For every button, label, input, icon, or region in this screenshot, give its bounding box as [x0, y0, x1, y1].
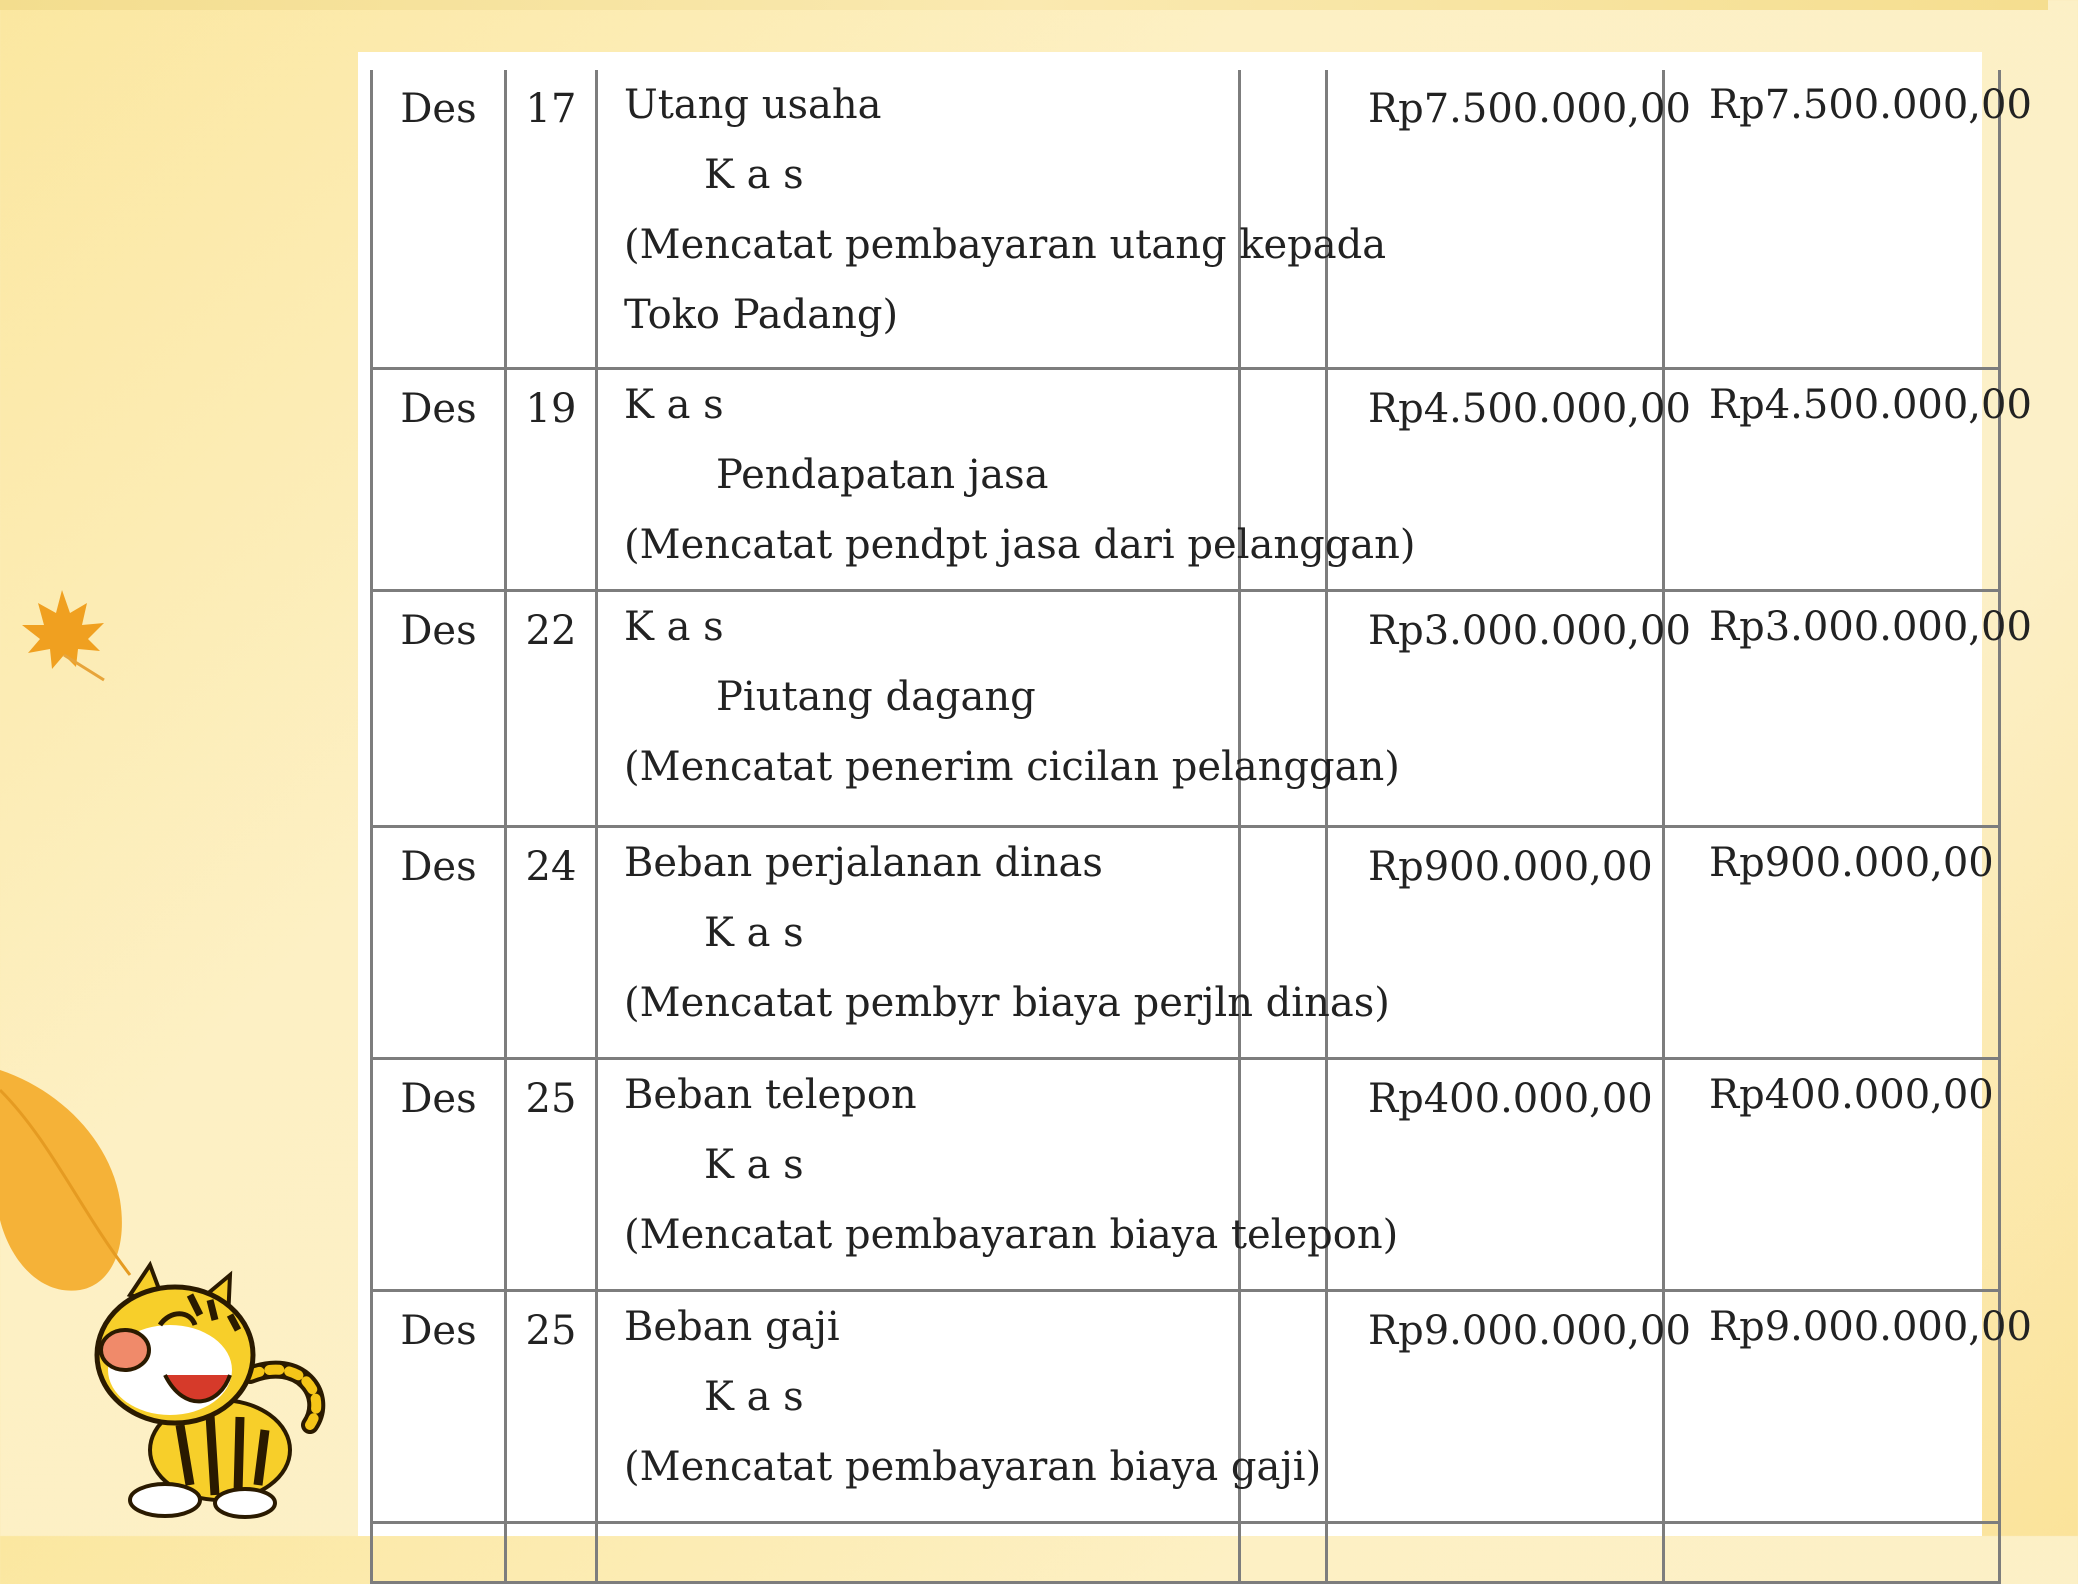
- credit-currency: Rp: [1709, 603, 1765, 650]
- journal-sheet: [358, 52, 2032, 1536]
- debit-currency: Rp: [1368, 607, 1424, 654]
- credit-account: Piutang dagang: [716, 673, 1036, 720]
- debit-cell: [1327, 590, 1691, 826]
- credit-cell: [1664, 70, 2032, 368]
- table-row: [372, 826, 2000, 1058]
- month-cell: Des: [372, 368, 506, 590]
- empty-cell: [372, 1522, 506, 1582]
- debit-account: Beban perjalanan dinas: [624, 839, 1103, 886]
- credit-amount: 400.000,00: [1764, 1071, 1994, 1118]
- credit-currency: Rp: [1709, 1071, 1765, 1118]
- debit-amount: 900.000,00: [1423, 843, 1653, 890]
- memo-line: (Mencatat pembyr biaya perjln dinas): [624, 979, 1390, 1026]
- credit-amount: 9.000.000,00: [1764, 1303, 2032, 1350]
- description-cell: [597, 1290, 1322, 1522]
- debit-currency: Rp: [1368, 843, 1424, 890]
- memo-line: (Mencatat penerim cicilan pelanggan): [624, 743, 1400, 790]
- credit-cell: [1664, 826, 2000, 1058]
- memo-line: (Mencatat pembayaran biaya gaji): [624, 1443, 1322, 1490]
- month-cell: Des: [372, 590, 506, 826]
- credit-cell: [1664, 1058, 2000, 1290]
- debit-account: Beban telepon: [624, 1071, 917, 1118]
- day-cell: 22: [506, 590, 597, 826]
- credit-cell: [1664, 1290, 2032, 1522]
- debit-currency: Rp: [1368, 385, 1424, 432]
- table-row: [372, 590, 2000, 826]
- day-cell: 17: [506, 70, 597, 368]
- tiger-cub-mascot: [70, 1255, 340, 1525]
- table-row: [372, 1290, 2000, 1522]
- debit-account: K a s: [624, 603, 724, 650]
- table-row: [372, 70, 2000, 368]
- debit-amount: 7.500.000,00: [1423, 86, 1691, 132]
- month-cell: Des: [372, 826, 506, 1058]
- ref-cell: [1240, 70, 1327, 368]
- month-cell: Des: [372, 70, 506, 368]
- credit-account: K a s: [704, 1373, 804, 1420]
- day-cell: 19: [506, 368, 597, 590]
- credit-account: K a s: [704, 1141, 804, 1188]
- empty-cell: [506, 1522, 597, 1582]
- memo-line: Toko Padang): [624, 292, 899, 338]
- debit-amount: 9.000.000,00: [1423, 1307, 1691, 1354]
- debit-cell: [1327, 1290, 1691, 1522]
- empty-cell: [1664, 1522, 2000, 1582]
- general-journal-table: [370, 70, 2032, 1584]
- debit-amount: 400.000,00: [1423, 1075, 1653, 1122]
- credit-currency: Rp: [1709, 839, 1765, 886]
- table-row: [372, 368, 2000, 590]
- day-cell: 25: [506, 1290, 597, 1522]
- table-row: [372, 1058, 2000, 1290]
- credit-cell: [1664, 590, 2032, 826]
- description-cell: [597, 826, 1390, 1058]
- credit-cell: [1664, 368, 2032, 590]
- debit-cell: [1327, 70, 1691, 368]
- credit-amount: 900.000,00: [1764, 839, 1994, 886]
- debit-amount: 3.000.000,00: [1423, 607, 1691, 654]
- memo-line: (Mencatat pendpt jasa dari pelanggan): [624, 521, 1416, 568]
- debit-currency: Rp: [1368, 86, 1424, 132]
- memo-line: (Mencatat pembayaran biaya telepon): [624, 1211, 1399, 1258]
- day-cell: 24: [506, 826, 597, 1058]
- debit-account: Beban gaji: [624, 1303, 840, 1350]
- credit-amount: 4.500.000,00: [1764, 381, 2032, 428]
- memo-line: (Mencatat pembayaran utang kepada: [624, 222, 1387, 268]
- debit-amount: 4.500.000,00: [1423, 385, 1691, 432]
- empty-cell: [1327, 1522, 1664, 1582]
- debit-account: K a s: [624, 381, 724, 428]
- credit-account: K a s: [704, 909, 804, 956]
- credit-account: Pendapatan jasa: [716, 451, 1049, 498]
- debit-account: Utang usaha: [624, 82, 882, 128]
- month-cell: Des: [372, 1290, 506, 1522]
- debit-currency: Rp: [1368, 1075, 1424, 1122]
- debit-currency: Rp: [1368, 1307, 1424, 1354]
- ref-cell: [1240, 590, 1327, 826]
- table-row: [372, 1522, 2000, 1582]
- month-cell: Des: [372, 1058, 506, 1290]
- empty-cell: [597, 1522, 1240, 1582]
- credit-currency: Rp: [1709, 381, 1765, 428]
- slide-frame: [0, 0, 2048, 10]
- credit-account: K a s: [704, 152, 804, 198]
- credit-currency: Rp: [1709, 1303, 1765, 1350]
- maple-leaf-icon: [12, 585, 112, 685]
- day-cell: 25: [506, 1058, 597, 1290]
- credit-amount: 3.000.000,00: [1764, 603, 2032, 650]
- description-cell: [597, 70, 1387, 368]
- empty-cell: [1240, 1522, 1327, 1582]
- credit-amount: 7.500.000,00: [1764, 82, 2032, 128]
- credit-currency: Rp: [1709, 82, 1765, 128]
